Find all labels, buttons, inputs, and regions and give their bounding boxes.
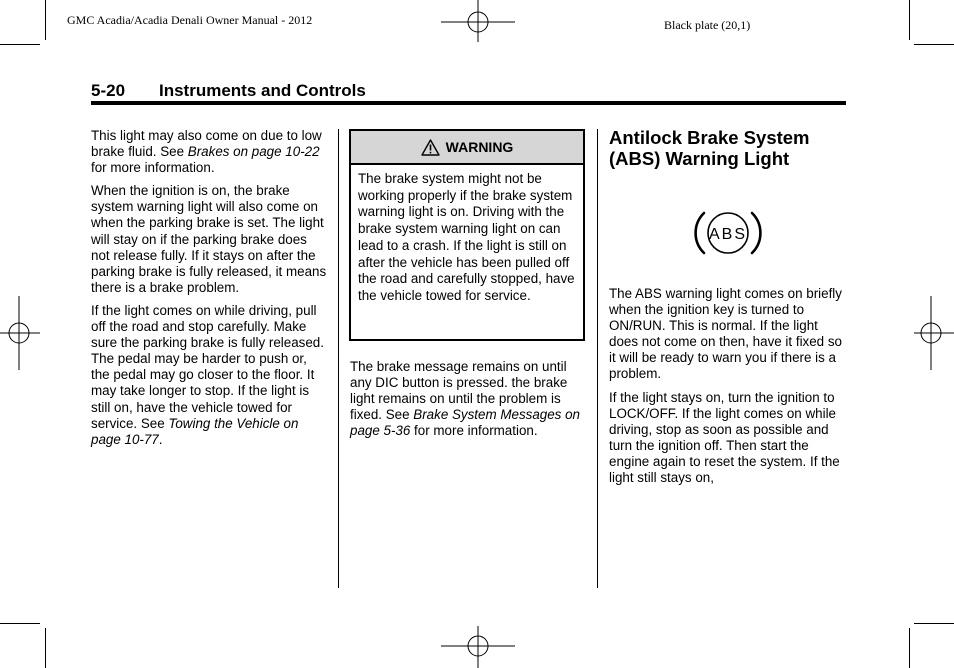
column-2	[350, 359, 590, 446]
paragraph-text: This light may also come on due to low brake fluid. See	[91, 128, 322, 160]
registration-mark-top	[441, 0, 515, 42]
warning-heading: WARNING	[445, 139, 514, 155]
paragraph-text: for more information.	[91, 160, 215, 176]
plate-label: Black plate (20,1)	[664, 18, 751, 32]
crop-mark	[45, 628, 46, 668]
section-title: Instruments and Controls	[159, 81, 366, 100]
crop-mark	[909, 628, 910, 668]
heading-rule	[91, 101, 846, 105]
manual-title: GMC Acadia/Acadia Denali Owner Manual - 2012	[67, 13, 313, 27]
crop-mark	[909, 0, 910, 40]
warning-triangle-icon	[421, 139, 440, 156]
crop-mark	[914, 623, 954, 624]
paragraph: When the ignition is on, the brake system warning light will also come on when the parking brake is set. The light will stay on if the parking brake does not release fully. If it stays on after the parking brake is fully released, it means there is a brake problem.	[91, 183, 327, 295]
paragraph	[91, 303, 327, 448]
registration-mark-left	[0, 296, 40, 370]
warning-text: The brake system might not be working properly if the brake system warning light is on. Driving with the brake system warning light on can lead to a crash. If the light is still on after the vehicle has been pulled off the road and carefully stopped, have the vehicle towed for service.	[358, 171, 575, 303]
crop-mark	[914, 44, 954, 45]
column-divider	[597, 129, 598, 588]
crop-mark	[0, 623, 40, 624]
cross-reference-link[interactable]: Towing the Vehicle on page 10-77	[91, 415, 299, 447]
paragraph-text: .	[158, 431, 163, 447]
warning-box	[349, 129, 585, 341]
paragraph	[91, 128, 327, 176]
page-number: 5-20	[91, 81, 126, 100]
paragraph: If the light stays on, turn the ignition to LOCK/OFF. If the light comes on while driving, stop as soon as possible and turn the ignition off. Then start the engine again to reset the system. If the light still stays on,	[609, 389, 840, 486]
registration-mark-bottom	[441, 626, 515, 668]
warning-header	[351, 131, 583, 165]
paragraph-text: for more information.	[410, 423, 538, 439]
column-3	[609, 286, 846, 493]
abs-icon-label: ABS	[708, 226, 748, 243]
crop-mark	[45, 0, 46, 40]
paragraph	[350, 359, 590, 439]
crop-mark	[0, 44, 40, 45]
column-1	[91, 128, 327, 455]
paragraph-text: The brake message remains on until any DIC button is pressed. the brake light remains on until the problem is fixed. See	[350, 359, 568, 423]
cross-reference-link[interactable]: Brakes on page 10-22	[187, 144, 320, 160]
abs-warning-icon	[694, 207, 762, 259]
abs-section-title: Antilock Brake System (ABS) Warning Light	[609, 127, 810, 169]
paragraph-text: If the light comes on while driving, pull off the road and stop carefully. Make sure the parking brake is fully released. The pedal may be harder to push or, the pedal may go closer to the floor. It may take longer to stop. If the light is still on, have the vehicle towed for service. See	[91, 302, 324, 431]
section-heading	[91, 81, 366, 101]
registration-mark-right	[914, 296, 954, 370]
cross-reference-link[interactable]: Brake System Messages on page 5-36	[350, 407, 580, 439]
column-divider	[338, 129, 339, 588]
paragraph: The ABS warning light comes on briefly when the ignition key is turned to ON/RUN. This is normal. If the light does not come on then, have it fixed so it will be ready to warn you if there is a problem.	[609, 286, 842, 382]
